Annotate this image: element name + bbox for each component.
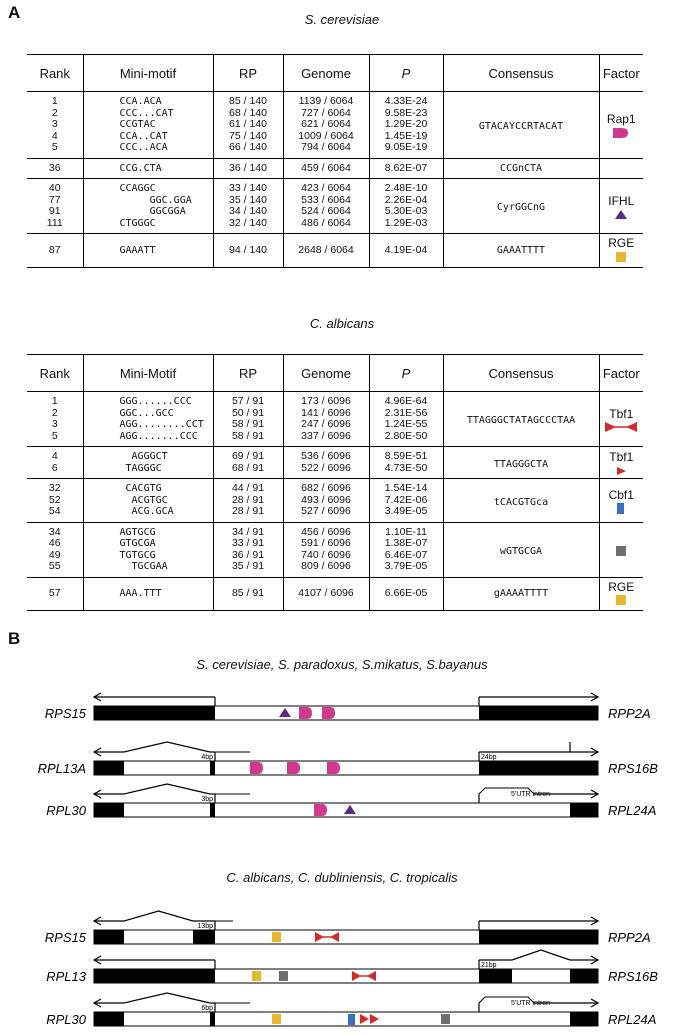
header-genome: Genome <box>283 355 369 392</box>
rp-count: 36 / 91 <box>213 550 283 562</box>
gene-block-left <box>94 969 215 983</box>
rap1-icon <box>299 707 312 719</box>
p-value: 6.46E-07 <box>369 550 443 562</box>
rank: 2 <box>51 106 58 119</box>
rank: 40 <box>48 182 61 194</box>
rank: 32 <box>48 482 61 494</box>
rank: 3 <box>51 418 58 430</box>
intron-size-left: 4bp <box>201 754 213 761</box>
intron-left <box>124 993 210 1003</box>
rap1-icon <box>322 707 335 719</box>
exon-left-1 <box>210 803 215 817</box>
rank: 34 <box>48 525 61 538</box>
genome-count: 522 / 6096 <box>283 463 369 479</box>
genome-count: 337 / 6096 <box>283 431 369 447</box>
header-genome: Genome <box>283 55 369 92</box>
exon-right-2 <box>570 969 598 983</box>
mini-motif: AGG.......CCC <box>83 431 213 447</box>
exon-left-1 <box>210 1012 215 1026</box>
header-rp: RP <box>213 355 283 392</box>
intron-size-left: 13bp <box>197 923 213 930</box>
gray-icon <box>279 971 288 981</box>
panel-letter-b: B <box>8 629 21 648</box>
rank: 54 <box>48 505 61 517</box>
intron-left <box>124 742 210 752</box>
mini-motif: TAGGGC <box>83 463 213 479</box>
rank: 4 <box>51 450 58 462</box>
rp-count: 34 / 91 <box>213 522 283 538</box>
exon-left-2 <box>94 930 124 944</box>
consensus: CyrGGCnG <box>443 179 599 234</box>
rp-count: 33 / 91 <box>213 538 283 550</box>
header-mini-motif: Mini-Motif <box>83 355 213 392</box>
promoter-region <box>94 1012 598 1026</box>
rp-count: 28 / 91 <box>213 506 283 522</box>
rp-count: 68 / 140 <box>213 108 283 120</box>
utr-intron-label: 5'UTR intron <box>511 1000 551 1007</box>
rap1-icon <box>250 762 263 774</box>
header-factor: Factor <box>599 355 643 392</box>
mini-motif: ACG.GCA <box>83 506 213 522</box>
genome-count: 591 / 6096 <box>283 538 369 550</box>
genome-count: 486 / 6064 <box>283 218 369 234</box>
exon-left-2 <box>94 803 124 817</box>
header-p: P <box>369 55 443 92</box>
intron-left <box>124 911 193 921</box>
genome-count: 423 / 6064 <box>283 179 369 195</box>
rp-count: 68 / 91 <box>213 463 283 479</box>
mini-motif: ACGTGC <box>83 495 213 507</box>
genome-count: 247 / 6096 <box>283 419 369 431</box>
genome-count: 524 / 6064 <box>283 206 369 218</box>
rge-icon <box>252 971 261 981</box>
genome-count: 2648 / 6064 <box>283 234 369 268</box>
consensus: TTAGGGCTA <box>443 447 599 479</box>
exon-left-1 <box>210 761 215 775</box>
genome-count: 809 / 6096 <box>283 561 369 577</box>
rp-count: 69 / 91 <box>213 447 283 463</box>
rp-count: 85 / 91 <box>213 577 283 611</box>
genome-count: 456 / 6096 <box>283 522 369 538</box>
genome-count: 682 / 6096 <box>283 479 369 495</box>
p-value: 9.58E-23 <box>369 108 443 120</box>
rank: 5 <box>51 429 58 442</box>
genome-count: 527 / 6096 <box>283 506 369 522</box>
intron-size-right: 21bp <box>481 962 497 969</box>
rap1-icon <box>327 762 340 774</box>
rank: 2 <box>51 406 58 419</box>
header-rank: Rank <box>27 355 83 392</box>
consensus: tCACGTGca <box>443 479 599 523</box>
exon-right-1 <box>479 969 512 983</box>
genome-count: 1139 / 6064 <box>283 92 369 108</box>
header-rank: Rank <box>27 55 83 92</box>
mini-motif: CACGTG <box>83 479 213 495</box>
mini-motif: CCG.CTA <box>83 158 213 179</box>
gene-block-right <box>479 706 598 720</box>
factor-label: IFHL <box>608 193 635 208</box>
p-value: 6.66E-05 <box>369 577 443 611</box>
consensus: GTACAYCCRTACAT <box>443 92 599 159</box>
header-factor: Factor <box>599 55 643 92</box>
p-value: 1.54E-14 <box>369 479 443 495</box>
rap1-icon <box>314 804 327 816</box>
genome-count: 727 / 6064 <box>283 108 369 120</box>
mini-motif: CTGGGC <box>83 218 213 234</box>
gene-label-left: RPL13 <box>46 969 86 984</box>
genome-count: 1009 / 6064 <box>283 131 369 143</box>
promoter-region <box>94 803 598 817</box>
rank: 46 <box>48 537 61 549</box>
rank: 111 <box>46 216 63 229</box>
exon-left-1 <box>193 930 215 944</box>
factor-label: RGE <box>608 579 635 594</box>
gene-label-right: RPP2A <box>608 930 651 945</box>
mini-motif: AAA.TTT <box>83 577 213 611</box>
exon-right-1 <box>479 761 570 775</box>
factor-label: Rap1 <box>606 112 636 127</box>
gene-label-left: RPL30 <box>46 1012 86 1027</box>
rp-count: 85 / 140 <box>213 92 283 108</box>
p-value: 1.45E-19 <box>369 131 443 143</box>
exon-left-2 <box>94 1012 124 1026</box>
gene-label-right: RPP2A <box>608 706 651 721</box>
gene-label-left: RPL13A <box>37 761 86 776</box>
rge-icon <box>272 1014 281 1024</box>
mini-motif: CCC...CAT <box>83 108 213 120</box>
p-value: 1.10E-11 <box>369 522 443 538</box>
p-value: 1.29E-20 <box>369 119 443 131</box>
consensus: TTAGGGCTATAGCCCTAA <box>443 392 599 447</box>
rp-count: 58 / 91 <box>213 431 283 447</box>
panel-letter-a: A <box>8 3 21 22</box>
intron-size-left: 6bp <box>201 1005 213 1012</box>
rank: 52 <box>48 493 61 506</box>
table2-title: C. albicans <box>309 316 375 331</box>
header-rp: RP <box>213 55 283 92</box>
consensus: CCGnCTA <box>443 158 599 179</box>
genome-count: 173 / 6096 <box>283 392 369 408</box>
mini-motif: CCAGGC <box>83 179 213 195</box>
rank: 87 <box>48 243 61 256</box>
rp-count: 34 / 140 <box>213 206 283 218</box>
mini-motif: CCA.ACA <box>83 92 213 108</box>
p-value: 2.31E-56 <box>369 408 443 420</box>
rp-count: 35 / 140 <box>213 195 283 207</box>
header-mini-motif: Mini-motif <box>83 55 213 92</box>
rp-count: 32 / 140 <box>213 218 283 234</box>
rp-count: 58 / 91 <box>213 419 283 431</box>
rank: 1 <box>51 395 58 407</box>
gray-icon <box>441 1014 450 1024</box>
consensus: GAAATTTT <box>443 234 599 268</box>
genome-count: 740 / 6096 <box>283 550 369 562</box>
rank: 4 <box>51 129 58 142</box>
rank: 57 <box>48 587 61 600</box>
genome-count: 493 / 6096 <box>283 495 369 507</box>
genome-count: 794 / 6064 <box>283 142 369 158</box>
rank: 91 <box>48 205 61 217</box>
p-value: 8.59E-51 <box>369 447 443 463</box>
factor-label: Tbf1 <box>609 406 634 421</box>
gene-label-right: RPL24A <box>608 803 657 818</box>
p-value: 7.42E-06 <box>369 495 443 507</box>
rp-count: 36 / 140 <box>213 158 283 179</box>
factor-label: RGE <box>608 236 635 250</box>
utr-intron-label: 5'UTR intron <box>511 791 551 798</box>
genome-count: 536 / 6096 <box>283 447 369 463</box>
p-value: 2.80E-50 <box>369 431 443 447</box>
rank: 55 <box>48 560 61 572</box>
exon-right-2 <box>570 803 598 817</box>
gene-label-left: RPS15 <box>44 930 86 945</box>
gene-block-left <box>94 706 215 720</box>
gene-label-right: RPS16B <box>608 761 658 776</box>
rp-count: 61 / 140 <box>213 119 283 131</box>
rank: 36 <box>48 161 61 174</box>
genome-count: 459 / 6064 <box>283 158 369 179</box>
gene-label-left: RPL30 <box>46 803 86 818</box>
mini-motif: CCA..CAT <box>83 131 213 143</box>
mini-motif: TGTGCG <box>83 550 213 562</box>
rp-count: 35 / 91 <box>213 561 283 577</box>
rank: 1 <box>51 95 58 107</box>
mini-motif: AGGGCT <box>83 447 213 463</box>
gene-label-left: RPS15 <box>44 706 86 721</box>
mini-motif: CCGTAC <box>83 119 213 131</box>
rank: 5 <box>51 141 58 153</box>
rp-count: 75 / 140 <box>213 131 283 143</box>
rge-icon <box>272 932 281 942</box>
rp-count: 28 / 91 <box>213 495 283 507</box>
mini-motif: GTGCGA <box>83 538 213 550</box>
rank: 3 <box>51 118 58 130</box>
mini-motif: CCC..ACA <box>83 142 213 158</box>
mini-motif: GGC.GGA <box>83 195 213 207</box>
p-value: 8.62E-07 <box>369 158 443 179</box>
p-value: 1.29E-03 <box>369 218 443 234</box>
table1-title: S. cerevisiae <box>304 12 380 27</box>
gene-block-right <box>479 930 598 944</box>
p-value: 1.38E-07 <box>369 538 443 550</box>
p-value: 4.96E-64 <box>369 392 443 408</box>
rank: 49 <box>48 548 61 561</box>
gene-label-right: RPL24A <box>608 1012 657 1027</box>
p-value: 1.24E-55 <box>369 419 443 431</box>
rank: 6 <box>51 461 58 474</box>
exon-right-2 <box>570 761 598 775</box>
exon-right-2 <box>570 1012 598 1026</box>
genome-count: 4107 / 6096 <box>283 577 369 611</box>
rp-count: 50 / 91 <box>213 408 283 420</box>
rp-count: 94 / 140 <box>213 234 283 268</box>
header-consensus: Consensus <box>443 355 599 392</box>
rp-count: 66 / 140 <box>213 142 283 158</box>
intron-size-right: 24bp <box>481 754 497 761</box>
group2-title: C. albicans, C. dubliniensis, C. tropicalis <box>226 870 458 885</box>
factor-label: Cbf1 <box>608 487 634 502</box>
cbf1-icon <box>348 1014 355 1025</box>
p-value: 9.05E-19 <box>369 142 443 158</box>
exon-left-2 <box>94 761 124 775</box>
intron-right <box>512 950 570 960</box>
gene-label-right: RPS16B <box>608 969 658 984</box>
header-consensus: Consensus <box>443 55 599 92</box>
consensus: wGTGCGA <box>443 522 599 577</box>
p-value: 2.48E-10 <box>369 179 443 195</box>
mini-motif: AGTGCG <box>83 522 213 538</box>
mini-motif: TGCGAA <box>83 561 213 577</box>
genome-count: 141 / 6096 <box>283 408 369 420</box>
p-value: 5.30E-03 <box>369 206 443 218</box>
mini-motif: GGC...GCC <box>83 408 213 420</box>
p-value: 2.26E-04 <box>369 195 443 207</box>
p-value: 4.73E-50 <box>369 463 443 479</box>
p-value: 3.49E-05 <box>369 506 443 522</box>
rp-count: 57 / 91 <box>213 392 283 408</box>
consensus: gAAAATTTT <box>443 577 599 611</box>
rp-count: 33 / 140 <box>213 179 283 195</box>
p-value: 4.33E-24 <box>369 92 443 108</box>
rank: 77 <box>48 193 61 206</box>
intron-left <box>124 784 210 794</box>
genome-count: 621 / 6064 <box>283 119 369 131</box>
mini-motif: GGG......CCC <box>83 392 213 408</box>
genome-count: 533 / 6064 <box>283 195 369 207</box>
intron-size-left: 3bp <box>201 796 213 803</box>
header-p: P <box>369 355 443 392</box>
rap1-icon <box>287 762 300 774</box>
group1-title: S. cerevisiae, S. paradoxus, S.mikatus, S.bayanus <box>196 657 488 672</box>
mini-motif: AGG........CCT <box>83 419 213 431</box>
mini-motif: GGCGGA <box>83 206 213 218</box>
mini-motif: GAAATT <box>83 234 213 268</box>
p-value: 4.19E-04 <box>369 234 443 268</box>
factor-label: Tbf1 <box>609 450 634 465</box>
p-value: 3.79E-05 <box>369 561 443 577</box>
rp-count: 44 / 91 <box>213 479 283 495</box>
